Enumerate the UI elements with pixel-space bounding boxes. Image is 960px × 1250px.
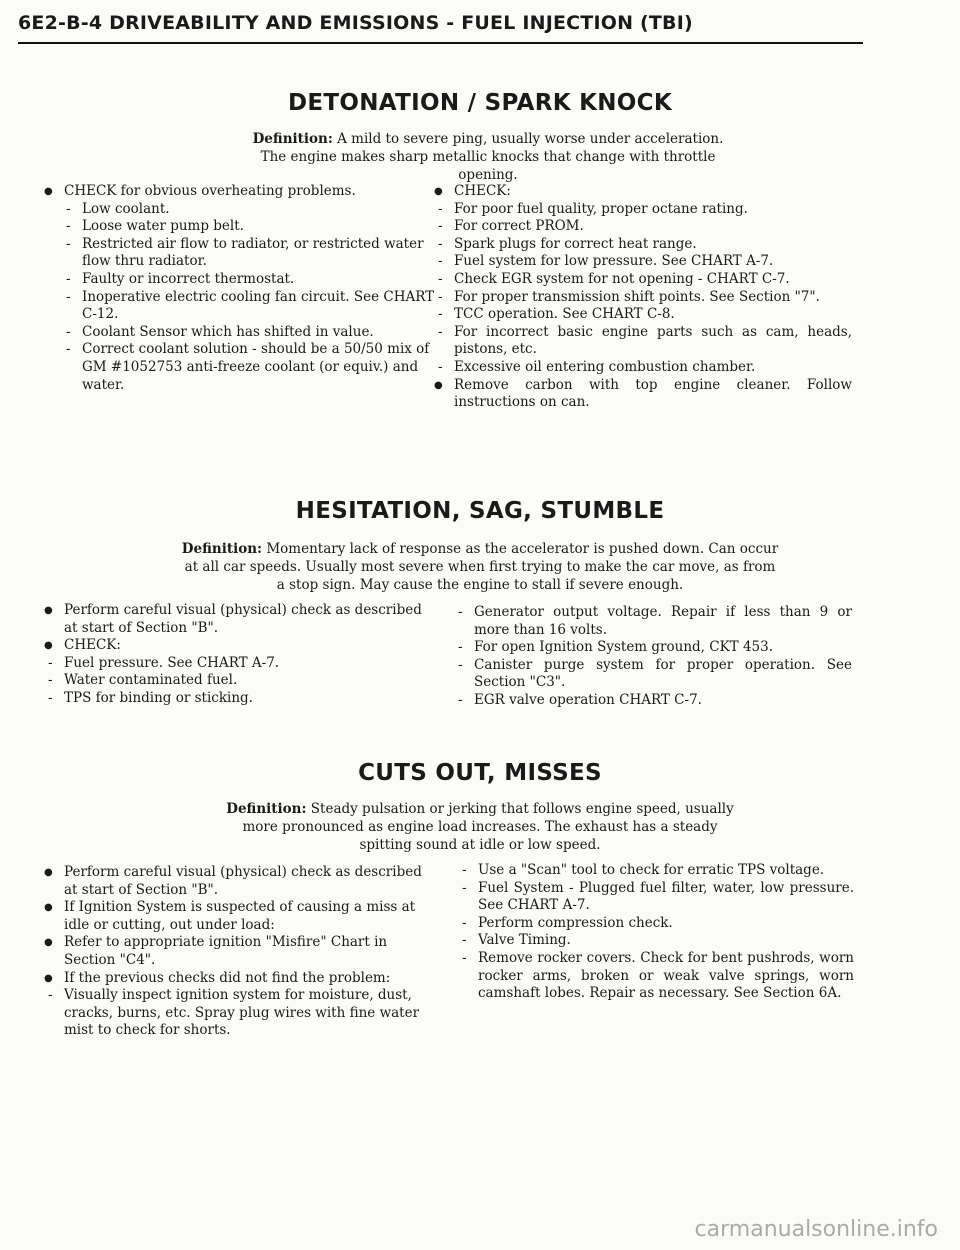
dash-item: - For correct PROM. bbox=[432, 218, 852, 236]
dash-item: - Generator output voltage. Repair if less than 9 or more than 16 volts. bbox=[452, 604, 852, 639]
dash-item: - Perform compression check. bbox=[456, 915, 854, 933]
dash-item: - TPS for binding or sticking. bbox=[42, 690, 430, 708]
definition-text: Momentary lack of response as the accelerator is pushed down. Can occur at all car speeds. Usually most severe when first trying to make the car move, as from a stop sign. May cause the engine to stall if severe enough. bbox=[184, 541, 779, 593]
bullet-item: ● Refer to appropriate ignition "Misfire" Chart in Section "C4". bbox=[42, 934, 432, 969]
dash-item: - Use a "Scan" tool to check for erratic TPS voltage. bbox=[456, 862, 854, 880]
page-header bbox=[18, 6, 863, 44]
bullet-item: ● Remove carbon with top engine cleaner. Follow instructions on can. bbox=[432, 377, 852, 412]
dash-item: - For incorrect basic engine parts such as cam, heads, pistons, etc. bbox=[432, 324, 852, 359]
dash-item: - For open Ignition System ground, CKT 453. bbox=[452, 639, 852, 657]
dash-item: - Fuel system for low pressure. See CHART A-7. bbox=[432, 253, 852, 271]
detonation-right-column bbox=[432, 183, 852, 412]
dash-item: - Excessive oil entering combustion chamber. bbox=[432, 359, 852, 377]
section-title-detonation: DETONATION / SPARK KNOCK bbox=[288, 90, 672, 116]
dash-item: - TCC operation. See CHART C-8. bbox=[432, 306, 852, 324]
bullet-item: ● CHECK: bbox=[42, 637, 430, 655]
dash-item: - Spark plugs for correct heat range. bbox=[432, 236, 852, 254]
dash-item: - EGR valve operation CHART C-7. bbox=[452, 692, 852, 710]
bullet-item: ● CHECK: bbox=[432, 183, 852, 201]
dash-item: - Loose water pump belt. bbox=[42, 218, 440, 236]
cuts-out-left-column bbox=[42, 864, 432, 1040]
definition-text: Steady pulsation or jerking that follows engine speed, usually more pronounced as engine load increases. The exhaust has a steady spitting sound at idle or low speed. bbox=[242, 801, 734, 853]
hesitation-left-column bbox=[42, 602, 430, 708]
watermark-text: carmanualsonline.info bbox=[694, 1217, 938, 1242]
bullet-item: ● If Ignition System is suspected of causing a miss at idle or cutting, out under load: bbox=[42, 899, 432, 934]
definition-detonation bbox=[238, 130, 738, 184]
dash-item: - Correct coolant solution - should be a 50/50 mix of GM #1052753 anti-freeze coolant (or equiv.) and water. bbox=[42, 341, 440, 394]
definition-hesitation bbox=[180, 540, 780, 594]
section-title-hesitation: HESITATION, SAG, STUMBLE bbox=[295, 498, 665, 524]
dash-item: - Faulty or incorrect thermostat. bbox=[42, 271, 440, 289]
definition-text: A mild to severe ping, usually worse under acceleration. The engine makes sharp metallic knocks that change with throttle opening. bbox=[260, 131, 724, 183]
definition-label: Definition: bbox=[226, 801, 307, 817]
detonation-left-column bbox=[42, 183, 440, 394]
bullet-item: ● If the previous checks did not find the problem: bbox=[42, 970, 432, 988]
dash-item: - Water contaminated fuel. bbox=[42, 672, 430, 690]
dash-item: - Restricted air flow to radiator, or restricted water flow thru radiator. bbox=[42, 236, 440, 271]
bullet-item: ● Perform careful visual (physical) check as described at start of Section "B". bbox=[42, 864, 432, 899]
dash-item: - For proper transmission shift points. See Section "7". bbox=[432, 289, 852, 307]
dash-item: - Fuel pressure. See CHART A-7. bbox=[42, 655, 430, 673]
dash-item: - Fuel System - Plugged fuel filter, water, low pressure. See CHART A-7. bbox=[456, 880, 854, 915]
definition-label: Definition: bbox=[252, 131, 333, 147]
bullet-item: ● Perform careful visual (physical) check as described at start of Section "B". bbox=[42, 602, 430, 637]
definition-label: Definition: bbox=[181, 541, 263, 557]
cuts-out-right-column bbox=[456, 862, 854, 1003]
dash-item: - For poor fuel quality, proper octane rating. bbox=[432, 201, 852, 219]
section-title-cuts-out: CUTS OUT, MISSES bbox=[358, 760, 602, 786]
hesitation-right-column bbox=[452, 604, 852, 710]
dash-item: - Coolant Sensor which has shifted in value. bbox=[42, 324, 440, 342]
bullet-item: ● CHECK for obvious overheating problems. bbox=[42, 183, 440, 201]
dash-item: - Canister purge system for proper operation. See Section "C3". bbox=[452, 657, 852, 692]
dash-item: - Visually inspect ignition system for moisture, dust, cracks, burns, etc. Spray plug wires with fine water mist to check for shorts. bbox=[42, 987, 432, 1040]
dash-item: - Inoperative electric cooling fan circuit. See CHART C-12. bbox=[42, 289, 440, 324]
page-header-title: 6E2-B-4 DRIVEABILITY AND EMISSIONS - FUEL INJECTION (TBI) bbox=[18, 12, 693, 34]
dash-item: - Low coolant. bbox=[42, 201, 440, 219]
dash-item: - Check EGR system for not opening - CHART C-7. bbox=[432, 271, 852, 289]
dash-item: - Valve Timing. bbox=[456, 932, 854, 950]
dash-item: - Remove rocker covers. Check for bent pushrods, worn rocker arms, broken or weak valve springs, worn camshaft lobes. Repair as necessary. See Section 6A. bbox=[456, 950, 854, 1003]
definition-cuts-out bbox=[220, 800, 740, 854]
